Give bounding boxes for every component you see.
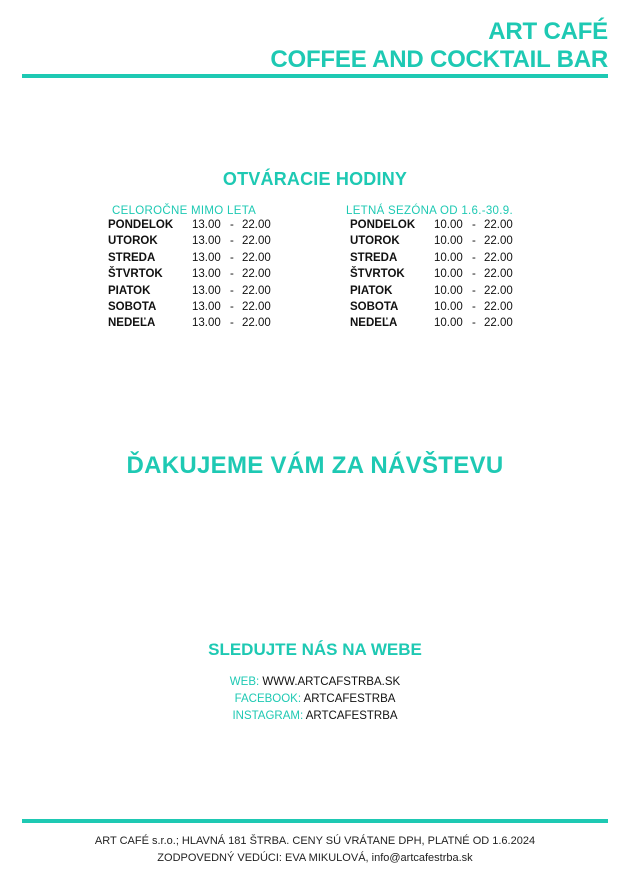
open-time: 13.00 (192, 251, 221, 264)
year-round-rows (108, 219, 282, 334)
close-time: 22.00 (242, 268, 271, 281)
top-divider (22, 74, 608, 78)
hours-row (346, 301, 524, 317)
brand-header (270, 18, 608, 74)
open-time: 13.00 (192, 317, 221, 330)
facebook-link[interactable]: ARTCAFESTRBA (303, 693, 396, 705)
web-label: WEB: (229, 676, 260, 688)
hours-separator: - (472, 219, 476, 231)
web-link[interactable]: WWW.ARTCAFSTRBA.SK (262, 676, 401, 688)
open-time: 13.00 (192, 235, 221, 248)
summer-hours (346, 205, 524, 334)
open-time: 10.00 (434, 268, 463, 281)
day-label: NEDEĽA (350, 317, 398, 330)
instagram-label: INSTAGRAM: (232, 710, 304, 722)
summer-heading: LETNÁ SEZÓNA OD 1.6.-30.9. (346, 205, 513, 217)
open-time: 10.00 (434, 300, 463, 313)
open-time: 13.00 (192, 219, 221, 231)
day-label: PIATOK (108, 284, 151, 297)
close-time: 22.00 (484, 235, 513, 248)
day-label: STREDA (350, 251, 398, 264)
open-time: 13.00 (192, 268, 221, 281)
footer-manager-info: ZODPOVEDNÝ VEDÚCI: EVA MIKULOVÁ, info@artcafestrba.sk (157, 852, 473, 864)
open-time: 13.00 (192, 300, 221, 313)
open-time: 10.00 (434, 235, 463, 248)
hours-row (346, 219, 524, 235)
close-time: 22.00 (242, 317, 271, 330)
hours-separator: - (472, 300, 476, 313)
day-label: SOBOTA (350, 300, 399, 313)
day-label: PONDELOK (350, 219, 416, 231)
opening-hours-title: OTVÁRACIE HODINY (222, 169, 408, 189)
social-links (0, 674, 630, 725)
facebook-label: FACEBOOK: (234, 693, 302, 705)
hours-row (108, 301, 282, 317)
close-time: 22.00 (242, 284, 271, 297)
close-time: 22.00 (484, 251, 513, 264)
day-label: UTOROK (108, 235, 158, 248)
thank-you-message: ĎAKUJEME VÁM ZA NÁVŠTEVU (126, 452, 504, 479)
hours-separator: - (230, 251, 234, 264)
facebook-line (0, 691, 630, 708)
day-label: SOBOTA (108, 300, 157, 313)
year-round-hours (108, 205, 282, 334)
hours-separator: - (230, 317, 234, 330)
hours-row (108, 317, 282, 333)
hours-row (108, 252, 282, 268)
hours-row (108, 219, 282, 235)
close-time: 22.00 (484, 219, 513, 231)
web-line (0, 674, 630, 691)
day-label: PONDELOK (108, 219, 174, 231)
close-time: 22.00 (484, 317, 513, 330)
hours-row (346, 268, 524, 284)
hours-row (346, 317, 524, 333)
hours-separator: - (472, 235, 476, 248)
open-time: 10.00 (434, 284, 463, 297)
hours-row (346, 285, 524, 301)
bottom-divider (22, 819, 608, 823)
day-label: NEDEĽA (108, 317, 156, 330)
close-time: 22.00 (242, 251, 271, 264)
hours-separator: - (230, 268, 234, 281)
footer (0, 833, 630, 867)
hours-row (346, 252, 524, 268)
brand-name: ART CAFÉ (488, 18, 608, 45)
footer-company-info: ART CAFÉ s.r.o.; HLAVNÁ 181 ŠTRBA. CENY SÚ VRÁTANE DPH, PLATNÉ OD 1.6.2024 (94, 835, 536, 847)
day-label: ŠTVRTOK (108, 268, 163, 281)
year-round-heading: CELOROČNE MIMO LETA (112, 205, 257, 217)
open-time: 10.00 (434, 219, 463, 231)
hours-row (108, 285, 282, 301)
close-time: 22.00 (242, 219, 271, 231)
day-label: PIATOK (350, 284, 393, 297)
open-time: 10.00 (434, 251, 463, 264)
hours-separator: - (472, 317, 476, 330)
hours-separator: - (230, 300, 234, 313)
instagram-link[interactable]: ARTCAFESTRBA (305, 710, 398, 722)
day-label: STREDA (108, 251, 156, 264)
hours-separator: - (472, 268, 476, 281)
close-time: 22.00 (484, 300, 513, 313)
hours-separator: - (230, 219, 234, 231)
hours-separator: - (230, 235, 234, 248)
day-label: ŠTVRTOK (350, 268, 405, 281)
hours-row (108, 235, 282, 251)
close-time: 22.00 (242, 235, 271, 248)
hours-separator: - (472, 284, 476, 297)
hours-separator: - (472, 251, 476, 264)
open-time: 13.00 (192, 284, 221, 297)
instagram-line (0, 708, 630, 725)
social-title: SLEDUJTE NÁS NA WEBE (208, 640, 422, 659)
close-time: 22.00 (484, 268, 513, 281)
hours-separator: - (230, 284, 234, 297)
brand-tagline: COFFEE AND COCKTAIL BAR (270, 46, 608, 73)
hours-row (108, 268, 282, 284)
summer-rows (346, 219, 524, 334)
close-time: 22.00 (484, 284, 513, 297)
open-time: 10.00 (434, 317, 463, 330)
day-label: UTOROK (350, 235, 400, 248)
hours-row (346, 235, 524, 251)
close-time: 22.00 (242, 300, 271, 313)
